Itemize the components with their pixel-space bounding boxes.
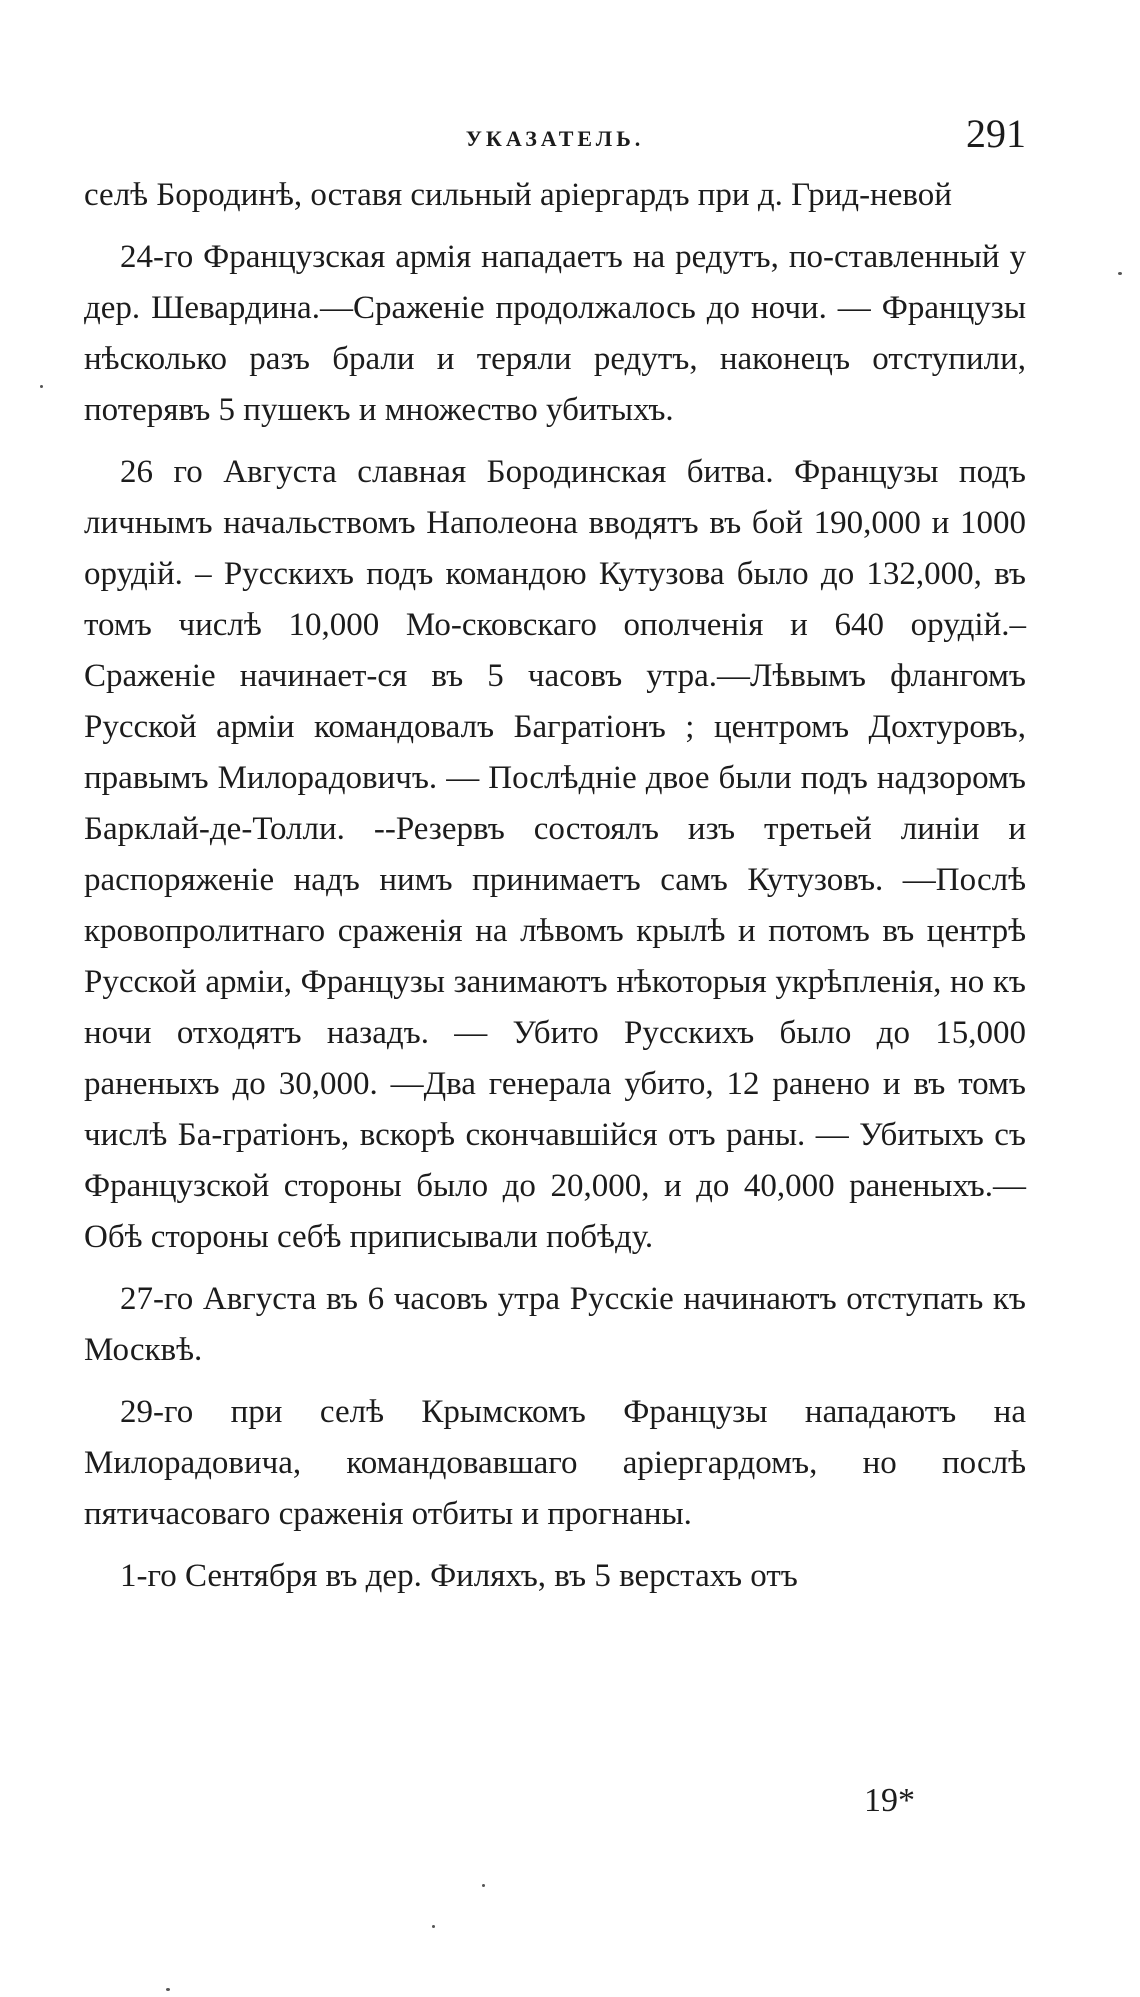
scan-speck	[166, 1988, 170, 1991]
paragraph-continuation: селѣ Бородинѣ, оставя сильный аріергардъ при д. Грид-невой	[84, 177, 952, 213]
body-text	[84, 170, 1026, 1602]
paragraph-27th: 27-го Августа въ 6 часовъ утра Русскіе начинаютъ отступать къ Москвѣ.	[84, 1281, 1026, 1368]
paragraph-24th: 24-го Французская армія нападаетъ на редутъ, по-ставленный у дер. Шевардина.—Сраженіе продолжалось до ночи. — Французы нѣсколько разъ брали и теряли редутъ, наконецъ отступили, потерявъ 5 пушекъ и множество убитыхъ.	[84, 239, 1026, 428]
signature-mark: 19*	[864, 1782, 915, 1819]
scan-speck	[432, 1925, 435, 1928]
book-page	[84, 110, 1026, 1613]
running-head	[84, 110, 1026, 170]
scan-speck	[482, 1884, 485, 1887]
paragraph-26th-borodino: 26 го Августа славная Бородинская битва. Французы подъ личнымъ начальствомъ Наполеона вводятъ въ бой 190,000 и 1000 орудій. – Русскихъ подъ командою Кутузова было до 132,000, въ томъ числѣ 10,000 Мо-сковскаго ополченія и 640 орудій.–Сраженіе начинает-ся въ 5 часовъ утра.—Лѣвымъ флангомъ Русской арміи командовалъ Багратіонъ ; центромъ Дохтуровъ, правымъ Милорадовичъ. — Послѣдніе двое были подъ надзоромъ Барклай-де-Толли. --Резервъ состоялъ изъ третьей линіи и распоряженіе надъ нимъ принимаетъ самъ Кутузовъ. —Послѣ кровопролитнаго сраженія на лѣвомъ крылѣ и потомъ въ центрѣ Русской арміи, Французы занимаютъ нѣкоторыя укрѣпленія, но къ ночи отходятъ назадъ. — Убито Русскихъ было до 15,000 раненыхъ до 30,000. —Два генерала убито, 12 ранено и въ томъ числѣ Ба-гратіонъ, вскорѣ скончавшійся отъ раны. — Убитыхъ съ Французской стороны было до 20,000, и до 40,000 раненыхъ.—Обѣ стороны себѣ приписывали побѣду.	[84, 454, 1026, 1255]
paragraph-29th: 29-го при селѣ Крымскомъ Французы нападаютъ на Милорадовича, командовавшаго аріергардомъ, но послѣ пятичасоваго сраженія отбиты и прогнаны.	[84, 1394, 1026, 1532]
paragraph-1st-september: 1-го Сентября въ дер. Филяхъ, въ 5 верстахъ отъ	[120, 1558, 798, 1594]
scan-speck	[1118, 272, 1122, 275]
running-title: УКАЗАТЕЛЬ.	[465, 126, 645, 151]
page-number: 291	[966, 111, 1026, 156]
scan-speck	[40, 385, 43, 388]
